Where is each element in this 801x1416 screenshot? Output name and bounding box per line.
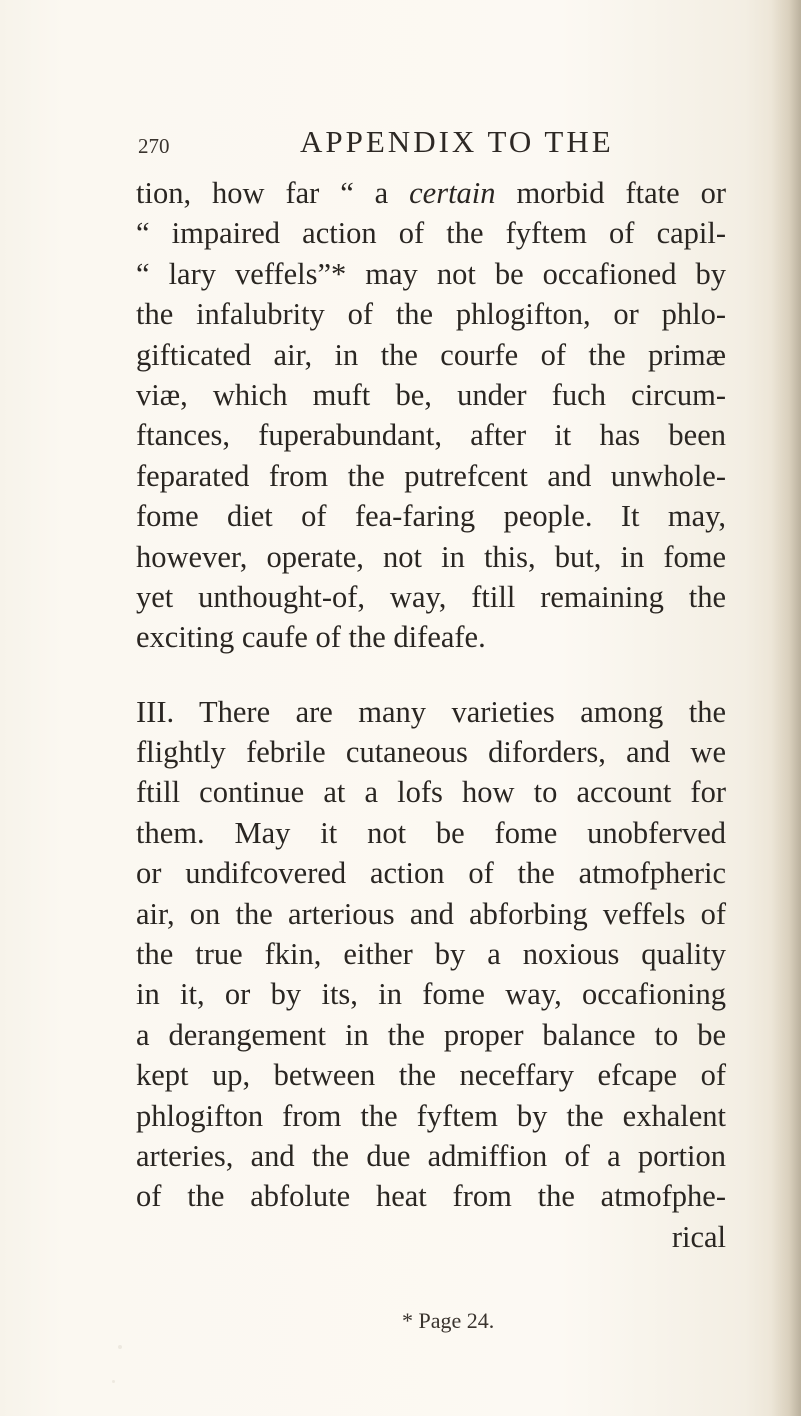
text-line: “ lary veffels”* may not be occafioned by bbox=[136, 256, 726, 291]
text-line: the infalubrity of the phlogifton, or phlo- bbox=[136, 297, 726, 332]
text-line: in it, or by its, in fome way, occafioning bbox=[136, 977, 726, 1012]
text-line: yet unthought-of, way, ftill remaining the bbox=[136, 579, 726, 614]
text-line: or undifcovered action of the atmofpheric bbox=[136, 856, 726, 891]
text-line: viæ, which muft be, under fuch circum- bbox=[136, 377, 726, 412]
text-line: arteries, and the due admiffion of a portion bbox=[136, 1138, 726, 1173]
paragraph-2 bbox=[136, 692, 726, 1257]
running-head: APPENDIX TO THE bbox=[300, 124, 614, 159]
text-line: however, operate, not in this, but, in fome bbox=[136, 539, 726, 574]
text-line: ftill continue at a lofs how to account for bbox=[136, 775, 726, 810]
paragraph-1 bbox=[136, 173, 726, 658]
text-line: ftances, fuperabundant, after it has been bbox=[136, 418, 726, 453]
italic-emphasis: certain bbox=[409, 176, 496, 210]
footnote: * Page 24. bbox=[402, 1308, 495, 1333]
text-line: air, on the arterious and abforbing veffels of bbox=[136, 896, 726, 931]
text-line: fome diet of fea-faring people. It may, bbox=[136, 499, 726, 534]
text-line: them. May it not be fome unobferved bbox=[136, 815, 726, 850]
text-line: III. There are many varieties among the bbox=[136, 694, 726, 729]
paper-spot bbox=[112, 1380, 115, 1383]
text-line: the true fkin, either by a noxious quality bbox=[136, 937, 726, 972]
page-header bbox=[138, 124, 722, 164]
body-text bbox=[136, 173, 726, 1257]
page-number: 270 bbox=[138, 134, 170, 158]
text-line: a derangement in the proper balance to be bbox=[136, 1017, 726, 1052]
text-line: kept up, between the neceffary efcape of bbox=[136, 1058, 726, 1093]
text-line: gifticated air, in the courfe of the primæ bbox=[136, 337, 726, 372]
text-line: exciting caufe of the difeafe. bbox=[136, 620, 486, 655]
text-line: flightly febrile cutaneous diforders, and we bbox=[136, 735, 726, 770]
paper-spot bbox=[118, 1345, 122, 1349]
text-line: phlogifton from the fyftem by the exhalent bbox=[136, 1098, 726, 1133]
text-line: of the abfolute heat from the atmofphe- bbox=[136, 1179, 726, 1214]
text-line: “ impaired action of the fyftem of capil- bbox=[136, 216, 726, 251]
text-line: feparated from the putrefcent and unwhole- bbox=[136, 458, 726, 493]
page-edge-shadow bbox=[771, 0, 801, 1416]
text-line: tion, how far “ a certain morbid ftate or bbox=[136, 176, 726, 210]
catchword: rical bbox=[671, 1219, 726, 1254]
paragraph-gap bbox=[136, 658, 726, 692]
